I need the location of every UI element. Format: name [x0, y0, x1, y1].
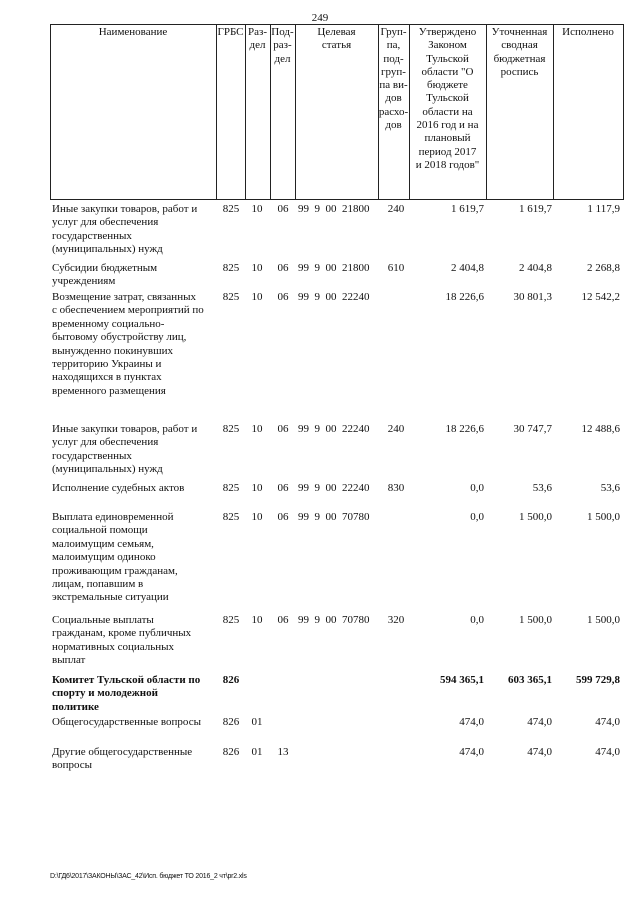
- row-approved: 474,0: [459, 716, 484, 728]
- row-refined: 1 619,7: [519, 203, 552, 215]
- row-grbs: 825: [222, 423, 240, 435]
- header-refined: Уточненная сводная бюджетная роспись: [491, 26, 548, 78]
- file-path-footer: D:\ГД6\2017\ЗАКОНЫ\ЗАС_42\Исп. бюджет ТО 2016_2 чт\pr2.xls: [50, 873, 247, 880]
- row-podrazdel: 06: [277, 482, 289, 494]
- row-approved: 0,0: [470, 511, 484, 523]
- header-executed: Исполнено: [562, 26, 614, 38]
- row-grbs: 825: [222, 203, 240, 215]
- header-border: [50, 24, 51, 200]
- page-number: 249: [311, 12, 329, 24]
- row-name: Иные закупки товаров, работ и услуг для обеспечения государственных (муниципальных) нужд: [52, 203, 198, 256]
- row-approved: 2 404,8: [451, 262, 484, 274]
- row-name: Исполнение судебных актов: [52, 482, 185, 494]
- row-refined: 30 801,3: [513, 291, 552, 303]
- row-razdel: 10: [251, 482, 263, 494]
- row-executed: 1 500,0: [587, 614, 620, 626]
- row-podrazdel: 06: [277, 423, 289, 435]
- header-name: Наименование: [98, 26, 168, 38]
- row-approved: 18 226,6: [445, 423, 484, 435]
- row-razdel: 01: [251, 716, 263, 728]
- row-target: 99 9 00 21800: [298, 203, 370, 215]
- row-executed: 1 117,9: [587, 203, 620, 215]
- header-podrazdel: Под- раз- дел: [271, 26, 294, 65]
- row-razdel: 01: [251, 746, 263, 758]
- row-refined: 53,6: [532, 482, 552, 494]
- header-border: [623, 24, 624, 200]
- row-executed: 474,0: [595, 716, 620, 728]
- row-approved: 0,0: [470, 614, 484, 626]
- row-vid: 830: [387, 482, 405, 494]
- row-target: 99 9 00 22240: [298, 482, 370, 494]
- row-executed: 599 729,8: [576, 674, 620, 686]
- row-executed: 2 268,8: [587, 262, 620, 274]
- row-refined: 474,0: [527, 716, 552, 728]
- row-refined: 2 404,8: [519, 262, 552, 274]
- row-razdel: 10: [251, 614, 263, 626]
- row-refined: 603 365,1: [508, 674, 552, 686]
- row-name: Субсидии бюджетным учреждениям: [52, 262, 158, 288]
- row-vid: 240: [387, 423, 405, 435]
- row-executed: 1 500,0: [587, 511, 620, 523]
- row-refined: 1 500,0: [519, 614, 552, 626]
- row-razdel: 10: [251, 511, 263, 523]
- row-refined: 1 500,0: [519, 511, 552, 523]
- row-grbs: 826: [222, 716, 240, 728]
- row-approved: 474,0: [459, 746, 484, 758]
- row-podrazdel: 06: [277, 614, 289, 626]
- row-podrazdel: 06: [277, 203, 289, 215]
- table-header: [50, 24, 624, 200]
- row-name: Иные закупки товаров, работ и услуг для обеспечения государственных (муниципальных) нужд: [52, 423, 198, 476]
- row-grbs: 825: [222, 511, 240, 523]
- header-vid: Груп- па, под- груп- па ви- дов расхо- дов: [378, 26, 409, 132]
- row-grbs: 825: [222, 262, 240, 274]
- row-podrazdel: 06: [277, 291, 289, 303]
- row-target: 99 9 00 21800: [298, 262, 370, 274]
- row-razdel: 10: [251, 291, 263, 303]
- row-target: 99 9 00 70780: [298, 614, 370, 626]
- row-name: Комитет Тульской области по спорту и молодежной политике: [52, 674, 201, 713]
- row-executed: 12 488,6: [581, 423, 620, 435]
- row-executed: 12 542,2: [581, 291, 620, 303]
- row-razdel: 10: [251, 203, 263, 215]
- row-razdel: 10: [251, 262, 263, 274]
- row-executed: 53,6: [600, 482, 620, 494]
- header-border: [553, 24, 554, 200]
- row-podrazdel: 06: [277, 262, 289, 274]
- header-bottom-border: [50, 199, 624, 200]
- row-name: Возмещение затрат, связанных с обеспечением мероприятий по временному социально- бытовому обустройству лиц, вынужденно покинувших территорию Украины и находящихся в пунктах временного размещения: [52, 291, 204, 397]
- header-border: [216, 24, 217, 200]
- row-approved: 1 619,7: [451, 203, 484, 215]
- row-name: Выплата единовременной социальной помощи малоимущим семьям, малоимущим одиноко проживающим гражданам, лицам, попавшим в экстремальные ситуации: [52, 511, 178, 604]
- header-razdel: Раз- дел: [247, 26, 267, 52]
- row-podrazdel: 06: [277, 511, 289, 523]
- row-name: Другие общегосударственные вопросы: [52, 746, 193, 772]
- row-vid: 610: [387, 262, 405, 274]
- row-grbs: 826: [222, 674, 240, 686]
- row-grbs: 825: [222, 482, 240, 494]
- row-grbs: 825: [222, 291, 240, 303]
- row-approved: 18 226,6: [445, 291, 484, 303]
- row-refined: 474,0: [527, 746, 552, 758]
- header-target: Целевая статья: [317, 26, 356, 52]
- header-top-border: [50, 24, 624, 25]
- row-approved: 594 365,1: [440, 674, 484, 686]
- row-refined: 30 747,7: [513, 423, 552, 435]
- row-vid: 320: [387, 614, 405, 626]
- row-podrazdel: 13: [277, 746, 289, 758]
- row-grbs: 826: [222, 746, 240, 758]
- row-vid: 240: [387, 203, 405, 215]
- row-approved: 0,0: [470, 482, 484, 494]
- row-razdel: 10: [251, 423, 263, 435]
- row-target: 99 9 00 70780: [298, 511, 370, 523]
- row-name: Социальные выплаты гражданам, кроме публичных нормативных социальных выплат: [52, 614, 192, 667]
- header-grbs: ГРБС: [217, 26, 244, 38]
- row-name: Общегосударственные вопросы: [52, 716, 201, 728]
- row-target: 99 9 00 22240: [298, 291, 370, 303]
- row-executed: 474,0: [595, 746, 620, 758]
- header-approved: Утверждено Законом Тульской области "О бюджете Тульской области на 2016 год и на плановый период 2017 и 2018 годов": [415, 26, 480, 171]
- row-target: 99 9 00 22240: [298, 423, 370, 435]
- row-grbs: 825: [222, 614, 240, 626]
